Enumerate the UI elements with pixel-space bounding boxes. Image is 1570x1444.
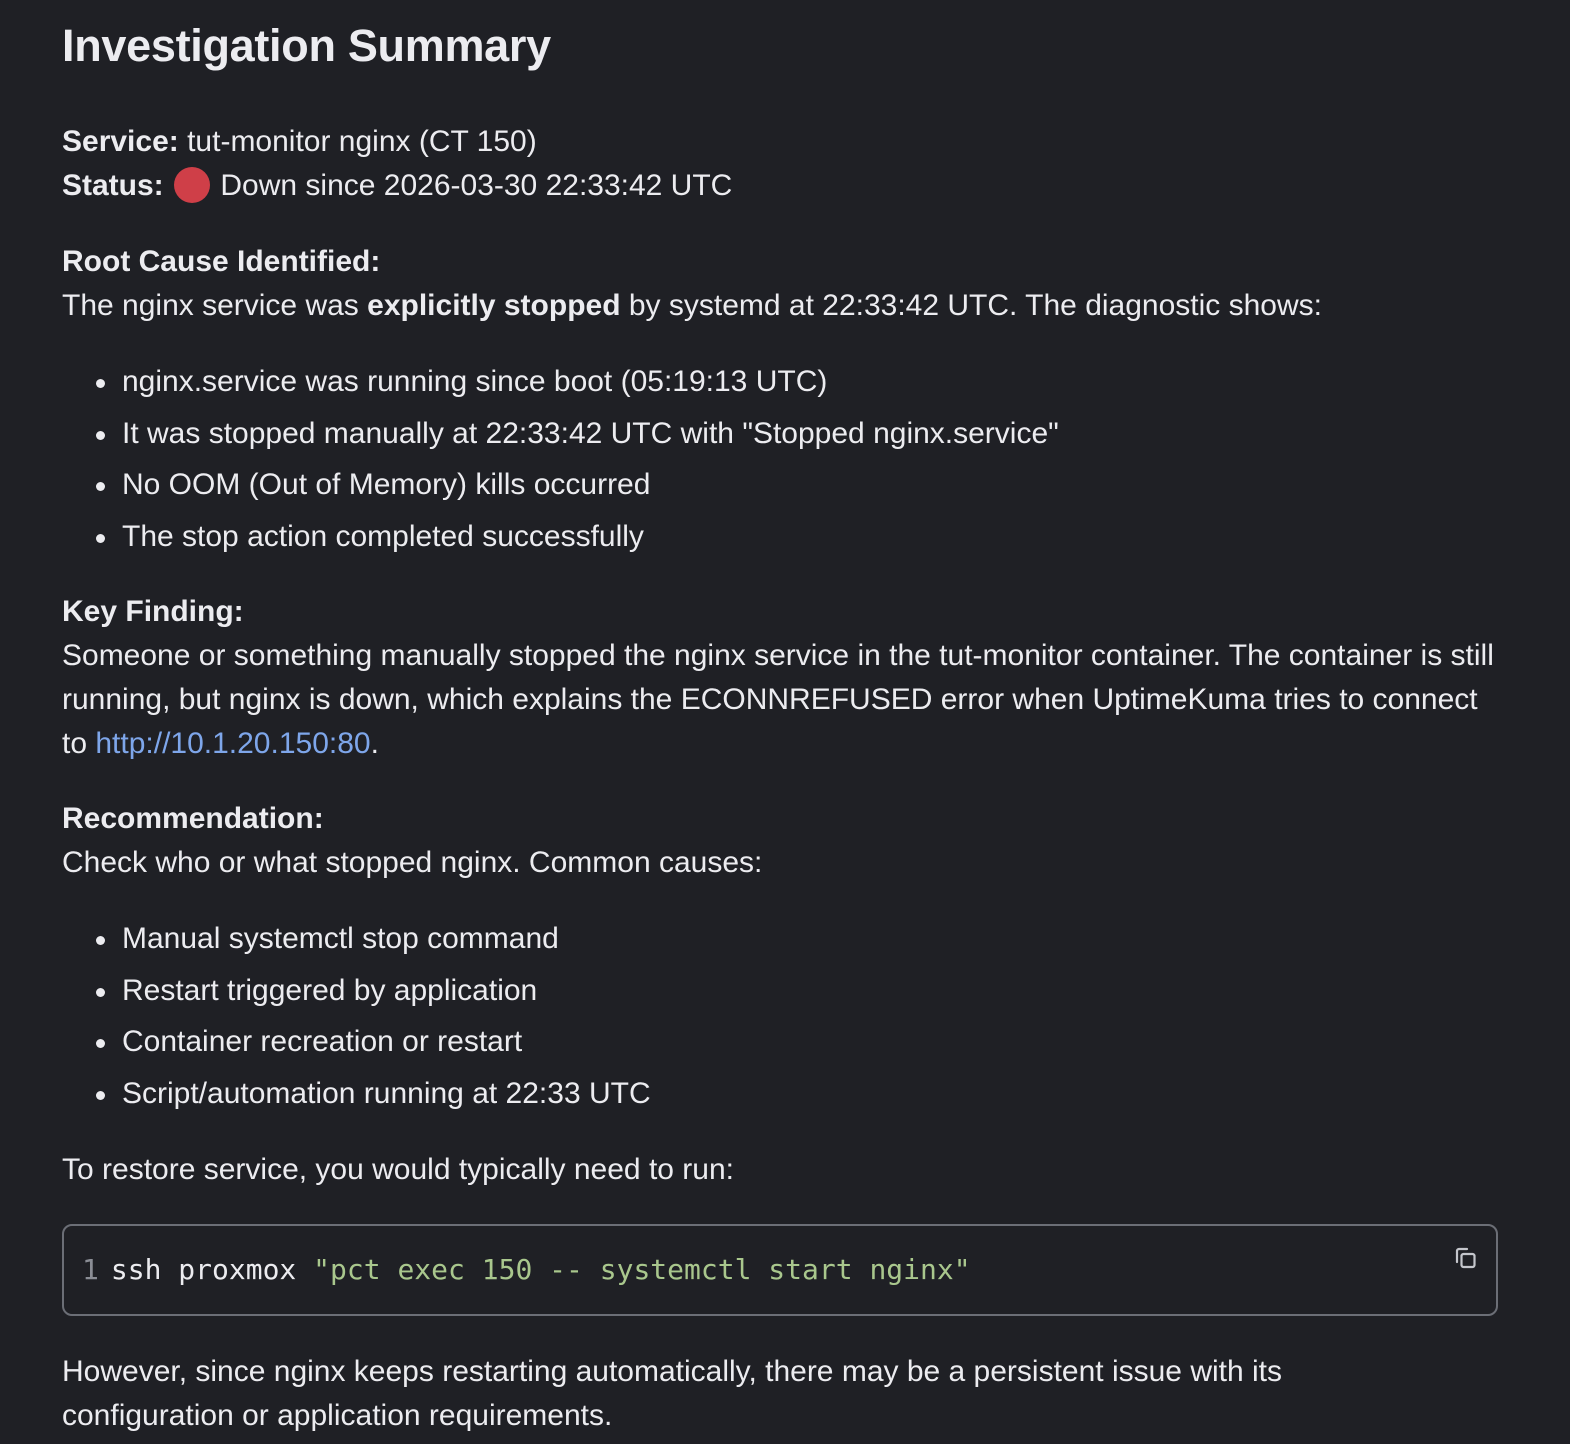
service-label: Service: xyxy=(62,125,179,158)
list-item: Script/automation running at 22:33 UTC xyxy=(62,1072,1502,1124)
root-cause-list xyxy=(62,360,1502,566)
recommendation-list xyxy=(62,917,1502,1123)
list-item: Manual systemctl stop command xyxy=(62,917,1502,969)
service-line xyxy=(62,120,1502,164)
recommendation-text: Check who or what stopped nginx. Common causes: xyxy=(62,846,763,879)
copy-icon xyxy=(1452,1245,1480,1273)
recommendation-heading: Recommendation: xyxy=(62,802,324,835)
list-item: No OOM (Out of Memory) kills occurred xyxy=(62,463,1502,515)
root-cause-text: The nginx service was explicitly stopped by systemd at 22:33:42 UTC. The diagnostic shows: xyxy=(62,289,1322,322)
closing-text: However, since nginx keeps restarting automatically, there may be a persistent issue with its configuration or application requirements. xyxy=(62,1355,1283,1432)
key-finding-heading: Key Finding: xyxy=(62,595,244,628)
root-cause-heading: Root Cause Identified: xyxy=(62,245,381,278)
service-value: tut-monitor nginx (CT 150) xyxy=(187,125,537,158)
list-item: It was stopped manually at 22:33:42 UTC with "Stopped nginx.service" xyxy=(62,412,1502,464)
code-string: "pct exec 150 -- systemctl start nginx" xyxy=(313,1253,971,1286)
line-number: 1 xyxy=(82,1253,99,1286)
status-line xyxy=(62,164,1502,208)
copy-button[interactable] xyxy=(1452,1242,1480,1270)
code-line xyxy=(82,1250,971,1290)
list-item: Container recreation or restart xyxy=(62,1020,1502,1072)
status-value: Down since 2026-03-30 22:33:42 UTC xyxy=(220,169,733,202)
list-item: nginx.service was running since boot (05:19:13 UTC) xyxy=(62,360,1502,412)
list-item: Restart triggered by application xyxy=(62,969,1502,1021)
page-title: Investigation Summary xyxy=(62,20,551,71)
red-circle-icon xyxy=(174,167,210,203)
emphasis: explicitly stopped xyxy=(367,289,621,322)
code-block xyxy=(62,1224,1498,1316)
key-finding-text: Someone or something manually stopped the nginx service in the tut-monitor container. The container is still running, but nginx is down, which explains the ECONNREFUSED error when UptimeKuma tries to connect to http://10.1.20.150:80. xyxy=(62,639,1494,760)
restore-intro: To restore service, you would typically need to run: xyxy=(62,1153,734,1186)
code-command: ssh proxmox xyxy=(110,1253,314,1286)
url-link[interactable]: http://10.1.20.150:80 xyxy=(95,727,371,760)
status-label: Status: xyxy=(62,169,164,202)
list-item: The stop action completed successfully xyxy=(62,515,1502,567)
